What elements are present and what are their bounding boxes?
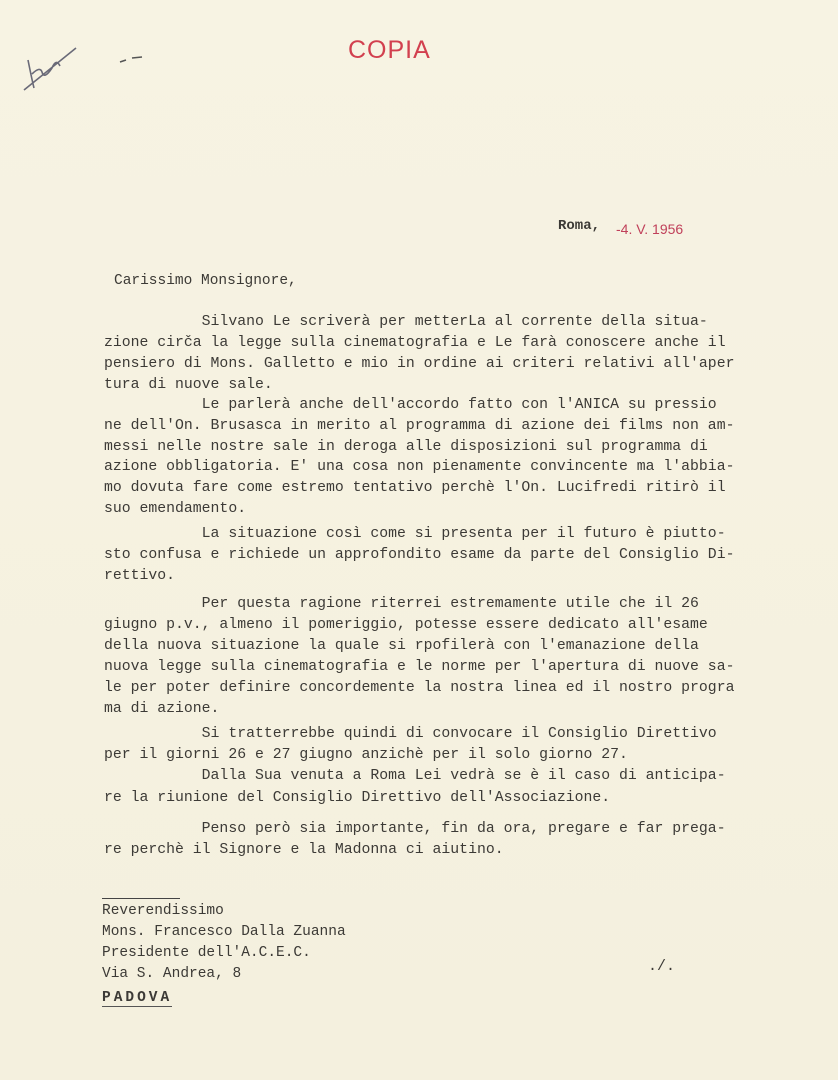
paragraph-line: rettivo. (104, 568, 176, 584)
address-line: Presidente dell'A.C.E.C. (102, 945, 311, 961)
paragraph-line: Penso però sia importante, fin da ora, pregare e far prega- (104, 821, 726, 837)
paragraph-line: mo dovuta fare come estremo tentativo perchè l'On. Lucifredi ritirò il (104, 480, 726, 497)
copy-stamp: COPIA (348, 36, 431, 64)
salutation: Carissimo Monsignore, (114, 273, 297, 289)
address-line: Reverendissimo (102, 903, 224, 919)
paragraph-line: sto confusa e richiede un approfondito esame da parte del Consiglio Di- (104, 547, 735, 563)
paragraph-line: La situazione così come si presenta per il futuro è piutto- (104, 526, 726, 542)
address-line: Via S. Andrea, 8 (102, 966, 242, 982)
paragraph-line: le per poter definire concordemente la nostra linea ed il nostro progra (104, 680, 735, 696)
paragraph-line: Dalla Sua venuta a Roma Lei vedrà se è il caso di anticipa- (104, 768, 726, 784)
paragraph-line: Le parlerà anche dell'accordo fatto con l'ANICA su pressio (104, 397, 717, 413)
separator-line (102, 898, 180, 899)
paragraph-line: suo emendamento. (104, 501, 247, 517)
paragraph-line: zione cirča la legge sulla cinematografia e Le farà conoscere anche il (104, 335, 726, 351)
paragraph-line: nuova legge sulla cinematografia e le norme per l'apertura di nuove sa- (104, 659, 735, 675)
address-city: PADOVA (102, 990, 173, 1006)
address-line: Mons. Francesco Dalla Zuanna (102, 924, 346, 940)
paragraph-line: re perchè il Signore e la Madonna ci aiutino. (104, 842, 504, 858)
paragraph-line: messi nelle nostre sale in deroga alle disposizioni sul programma di (104, 438, 708, 455)
paragraph-line: della nuova situazione la quale si rpofilerà con l'emanazione della (104, 638, 699, 654)
paragraph-line: Si tratterrebbe quindi di convocare il Consiglio Direttivo (104, 726, 717, 742)
paragraph-line: Silvano Le scriverà per metterLa al corrente della situa- (104, 314, 708, 330)
paragraph-line: per il giorni 26 e 27 giugno anzichè per il solo giorno 27. (104, 747, 628, 763)
paragraph-line: pensiero di Mons. Galletto e mio in ordine ai criteri relativi all'aper (104, 356, 735, 372)
paragraph-line: ne dell'On. Brusasca in merito al programma di azione dei films non am- (104, 417, 735, 434)
place: Roma, (558, 218, 601, 234)
paragraph-line: ma di azione. (104, 701, 220, 717)
paragraph-line: azione obbligatoria. E' una cosa non pienamente convincente ma l'abbia- (104, 459, 735, 476)
continued-mark: ./. (648, 958, 676, 975)
paragraph-line: Per questa ragione riterrei estremamente utile che il 26 (104, 596, 699, 612)
paragraph-line: re la riunione del Consiglio Direttivo dell'Associazione. (104, 790, 611, 806)
paragraph-line: tura di nuove sale. (104, 377, 273, 393)
handwritten-annotation-icon (18, 40, 88, 100)
paragraph-line: giugno p.v., almeno il pomeriggio, potesse essere dedicato all'esame (104, 617, 708, 633)
date: -4. V. 1956 (616, 221, 684, 237)
pen-mark-icon (118, 52, 148, 66)
